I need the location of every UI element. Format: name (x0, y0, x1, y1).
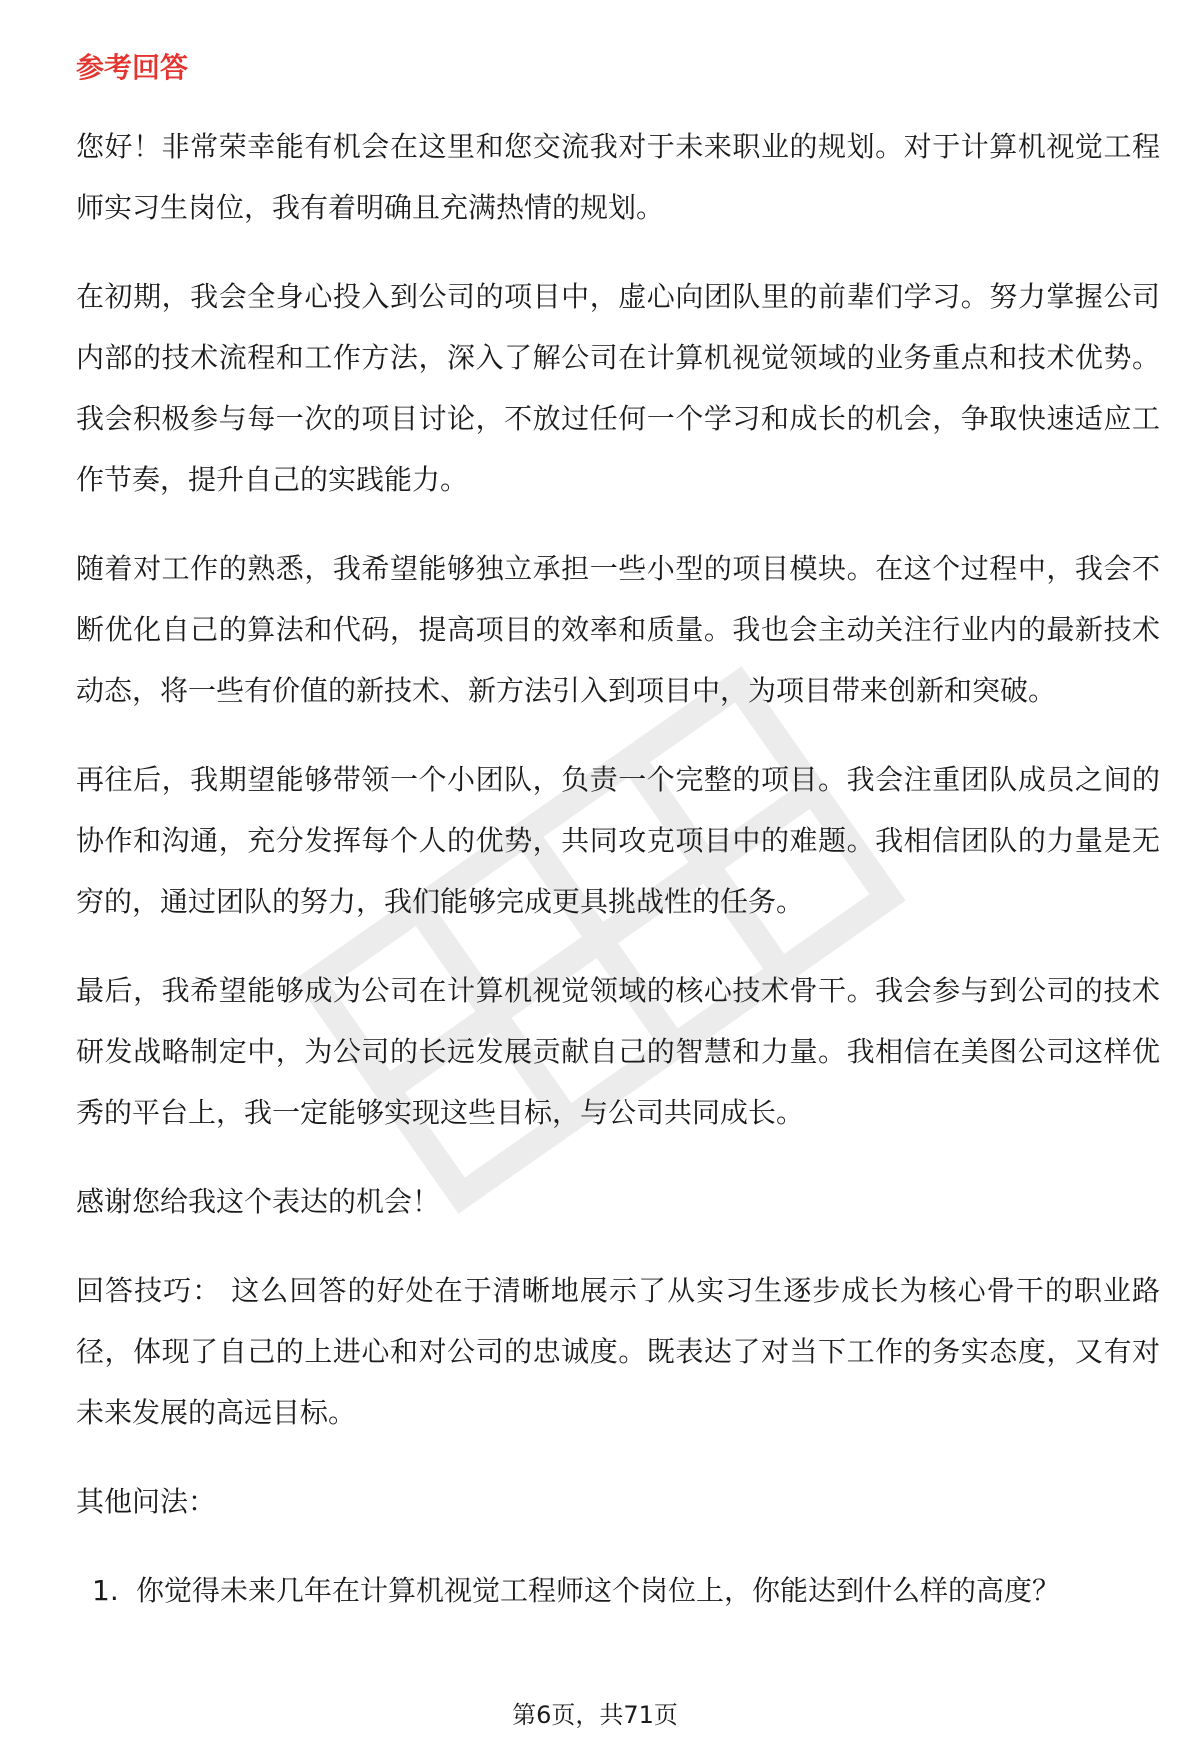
paragraph-core-stage: 最后，我希望能够成为公司在计算机视觉领域的核心技术骨干。我会参与到公司的技术研发战略制定中，为公司的长远发展贡献自己的智慧和力量。我相信在美图公司这样优秀的平台上，我一定能够实现这些目标，与公司共同成长。 (76, 974, 1160, 1129)
list-item (76, 1560, 1160, 1621)
paragraph-growth-stage: 随着对工作的熟悉，我希望能够独立承担一些小型的项目模块。在这个过程中，我会不断优化自己的算法和代码，提高项目的效率和质量。我也会主动关注行业内的最新技术动态，将一些有价值的新技术、新方法引入到项目中，为项目带来创新和突破。 (76, 552, 1160, 707)
section-heading: 参考回答 (76, 51, 189, 84)
paragraph-answer-tips: 回答技巧： 这么回答的好处在于清晰地展示了从实习生逐步成长为核心骨干的职业路径，体现了自己的上进心和对公司的忠诚度。既表达了对当下工作的务实态度，又有对未来发展的高远目标。 (76, 1274, 1160, 1429)
other-questions-list (76, 1560, 1160, 1621)
list-item-text: 你觉得未来几年在计算机视觉工程师这个岗位上，你能达到什么样的高度？ (136, 1574, 1061, 1607)
content-area (76, 48, 1160, 1621)
paragraph-other-questions-label: 其他问法： (76, 1485, 217, 1518)
paragraph-team-lead-stage: 再往后，我期望能够带领一个小团队，负责一个完整的项目。我会注重团队成员之间的协作和沟通，充分发挥每个人的优势，共同攻克项目中的难题。我相信团队的力量是无穷的，通过团队的努力，我们能够完成更具挑战性的任务。 (76, 763, 1160, 918)
paragraph-thanks: 感谢您给我这个表达的机会！ (76, 1185, 441, 1218)
paragraph-initial-stage: 在初期，我会全身心投入到公司的项目中，虚心向团队里的前辈们学习。努力掌握公司内部的技术流程和工作方法，深入了解公司在计算机视觉领域的业务重点和技术优势。我会积极参与每一次的项目讨论，不放过任何一个学习和成长的机会，争取快速适应工作节奏，提升自己的实践能力。 (76, 280, 1160, 496)
page-footer: 第6页，共71页 (512, 1701, 678, 1729)
list-item-number: 1. (92, 1574, 119, 1607)
paragraph-greeting: 您好！非常荣幸能有机会在这里和您交流我对于未来职业的规划。对于计算机视觉工程师实习生岗位，我有着明确且充满热情的规划。 (76, 130, 1160, 224)
